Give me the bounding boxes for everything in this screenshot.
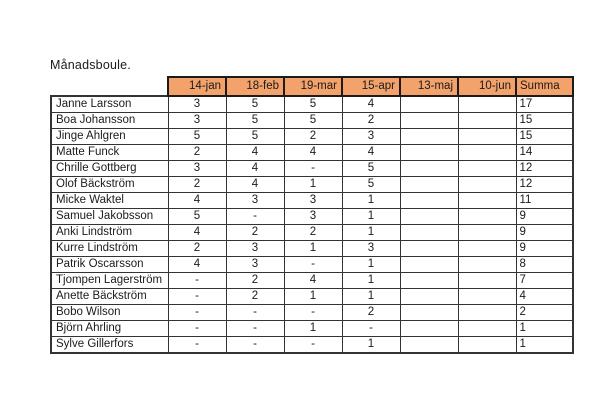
summa-cell: 12 bbox=[516, 161, 573, 177]
score-cell bbox=[458, 321, 516, 337]
summa-cell: 17 bbox=[516, 96, 573, 113]
score-cell bbox=[400, 193, 458, 209]
table-row bbox=[51, 193, 573, 209]
score-cell: - bbox=[168, 289, 226, 305]
table-row bbox=[51, 209, 573, 225]
score-cell bbox=[458, 305, 516, 321]
summa-cell: 8 bbox=[516, 257, 573, 273]
score-cell: 4 bbox=[284, 273, 342, 289]
column-header-10-jun: 10-jun bbox=[458, 77, 516, 96]
score-cell bbox=[458, 113, 516, 129]
score-cell: 2 bbox=[226, 289, 284, 305]
score-cell bbox=[400, 161, 458, 177]
score-cell: 2 bbox=[284, 129, 342, 145]
score-cell bbox=[400, 177, 458, 193]
score-cell bbox=[458, 337, 516, 354]
score-cell: 3 bbox=[226, 241, 284, 257]
player-name: Samuel Jakobsson bbox=[51, 209, 168, 225]
score-cell: 1 bbox=[342, 273, 400, 289]
score-cell: 1 bbox=[342, 209, 400, 225]
table-row bbox=[51, 305, 573, 321]
score-cell: 4 bbox=[226, 161, 284, 177]
score-cell: 5 bbox=[226, 96, 284, 113]
summa-cell: 9 bbox=[516, 241, 573, 257]
score-table bbox=[50, 76, 574, 354]
table-row bbox=[51, 96, 573, 113]
score-cell: 5 bbox=[342, 161, 400, 177]
score-cell bbox=[458, 225, 516, 241]
score-cell: - bbox=[168, 321, 226, 337]
score-cell: 3 bbox=[226, 257, 284, 273]
score-cell: 2 bbox=[226, 273, 284, 289]
score-cell: 2 bbox=[168, 241, 226, 257]
score-cell: 4 bbox=[168, 225, 226, 241]
score-cell: 2 bbox=[226, 225, 284, 241]
score-cell: 4 bbox=[168, 193, 226, 209]
score-cell: 1 bbox=[342, 289, 400, 305]
summa-cell: 9 bbox=[516, 209, 573, 225]
summa-cell: 4 bbox=[516, 289, 573, 305]
player-name: Anette Bäckström bbox=[51, 289, 168, 305]
score-cell: - bbox=[168, 273, 226, 289]
player-name: Micke Waktel bbox=[51, 193, 168, 209]
score-cell bbox=[400, 209, 458, 225]
summa-cell: 1 bbox=[516, 337, 573, 354]
summa-cell: 9 bbox=[516, 225, 573, 241]
player-name: Boa Johansson bbox=[51, 113, 168, 129]
score-cell bbox=[458, 289, 516, 305]
table-row bbox=[51, 113, 573, 129]
score-cell: 1 bbox=[342, 193, 400, 209]
score-cell: - bbox=[226, 321, 284, 337]
player-name: Patrik Oscarsson bbox=[51, 257, 168, 273]
score-cell: 2 bbox=[342, 113, 400, 129]
player-name: Janne Larsson bbox=[51, 96, 168, 113]
page-title: Månadsboule. bbox=[50, 58, 131, 72]
score-cell bbox=[458, 96, 516, 113]
table-row bbox=[51, 145, 573, 161]
score-cell: 3 bbox=[168, 113, 226, 129]
score-cell: 5 bbox=[342, 177, 400, 193]
score-cell: - bbox=[284, 337, 342, 354]
score-cell: 3 bbox=[226, 193, 284, 209]
score-cell: 5 bbox=[226, 113, 284, 129]
score-cell bbox=[400, 321, 458, 337]
score-cell: 1 bbox=[284, 177, 342, 193]
table-row bbox=[51, 129, 573, 145]
header-row bbox=[51, 77, 573, 96]
score-cell: 3 bbox=[284, 193, 342, 209]
score-cell: 1 bbox=[284, 289, 342, 305]
table-row bbox=[51, 289, 573, 305]
score-cell: 5 bbox=[168, 129, 226, 145]
table-row bbox=[51, 273, 573, 289]
score-cell bbox=[400, 273, 458, 289]
score-cell: - bbox=[168, 337, 226, 354]
table-row bbox=[51, 337, 573, 354]
score-cell bbox=[400, 305, 458, 321]
table-row bbox=[51, 257, 573, 273]
score-cell: 5 bbox=[284, 113, 342, 129]
score-cell bbox=[458, 161, 516, 177]
score-cell: 3 bbox=[342, 241, 400, 257]
score-cell bbox=[458, 129, 516, 145]
corner-cell bbox=[51, 77, 168, 96]
summa-cell: 15 bbox=[516, 129, 573, 145]
score-cell bbox=[400, 289, 458, 305]
score-cell: - bbox=[284, 257, 342, 273]
score-cell bbox=[400, 241, 458, 257]
player-name: Bobo Wilson bbox=[51, 305, 168, 321]
table-row bbox=[51, 241, 573, 257]
score-cell: 4 bbox=[342, 145, 400, 161]
score-cell bbox=[458, 257, 516, 273]
score-cell bbox=[400, 96, 458, 113]
summa-cell: 15 bbox=[516, 113, 573, 129]
column-header-19-mar: 19-mar bbox=[284, 77, 342, 96]
score-cell: 1 bbox=[284, 321, 342, 337]
score-cell: 4 bbox=[284, 145, 342, 161]
score-cell: 2 bbox=[342, 305, 400, 321]
score-cell bbox=[458, 273, 516, 289]
table-body bbox=[51, 96, 573, 353]
score-cell bbox=[400, 145, 458, 161]
score-cell: 5 bbox=[168, 209, 226, 225]
table-row bbox=[51, 321, 573, 337]
score-cell: - bbox=[342, 321, 400, 337]
summa-cell: 12 bbox=[516, 177, 573, 193]
score-cell: 3 bbox=[284, 209, 342, 225]
score-cell: 5 bbox=[226, 129, 284, 145]
score-cell: 1 bbox=[284, 241, 342, 257]
player-name: Matte Funck bbox=[51, 145, 168, 161]
score-cell bbox=[400, 257, 458, 273]
score-cell: - bbox=[226, 337, 284, 354]
column-header-summa: Summa bbox=[516, 77, 573, 96]
summa-cell: 2 bbox=[516, 305, 573, 321]
column-header-14-jan: 14-jan bbox=[168, 77, 226, 96]
summa-cell: 11 bbox=[516, 193, 573, 209]
player-name: Björn Ahrling bbox=[51, 321, 168, 337]
summa-cell: 14 bbox=[516, 145, 573, 161]
score-cell: 3 bbox=[342, 129, 400, 145]
table-row bbox=[51, 161, 573, 177]
score-cell: 4 bbox=[226, 145, 284, 161]
score-cell bbox=[458, 209, 516, 225]
score-cell: - bbox=[284, 161, 342, 177]
player-name: Tjompen Lagerström bbox=[51, 273, 168, 289]
summa-cell: 1 bbox=[516, 321, 573, 337]
score-cell: 2 bbox=[168, 145, 226, 161]
score-cell bbox=[400, 113, 458, 129]
player-name: Anki Lindström bbox=[51, 225, 168, 241]
score-cell bbox=[400, 337, 458, 354]
score-cell bbox=[400, 225, 458, 241]
player-name: Sylve Gillerfors bbox=[51, 337, 168, 354]
score-cell: - bbox=[226, 209, 284, 225]
column-header-18-feb: 18-feb bbox=[226, 77, 284, 96]
table-row bbox=[51, 177, 573, 193]
score-cell: 1 bbox=[342, 257, 400, 273]
score-cell: 5 bbox=[284, 96, 342, 113]
column-header-13-maj: 13-maj bbox=[400, 77, 458, 96]
score-cell: 4 bbox=[168, 257, 226, 273]
score-cell bbox=[458, 193, 516, 209]
score-cell: - bbox=[284, 305, 342, 321]
score-cell: 1 bbox=[342, 337, 400, 354]
score-cell: 4 bbox=[342, 96, 400, 113]
column-header-15-apr: 15-apr bbox=[342, 77, 400, 96]
score-cell: 4 bbox=[226, 177, 284, 193]
player-name: Jinge Ahlgren bbox=[51, 129, 168, 145]
player-name: Olof Bäckström bbox=[51, 177, 168, 193]
player-name: Kurre Lindström bbox=[51, 241, 168, 257]
score-cell: 3 bbox=[168, 161, 226, 177]
score-cell: - bbox=[168, 305, 226, 321]
score-cell: 2 bbox=[284, 225, 342, 241]
score-cell: 1 bbox=[342, 225, 400, 241]
score-cell: 3 bbox=[168, 96, 226, 113]
summa-cell: 7 bbox=[516, 273, 573, 289]
table-row bbox=[51, 225, 573, 241]
score-cell bbox=[458, 145, 516, 161]
score-cell: 2 bbox=[168, 177, 226, 193]
score-cell bbox=[458, 241, 516, 257]
score-cell bbox=[458, 177, 516, 193]
score-cell bbox=[400, 129, 458, 145]
score-cell: - bbox=[226, 305, 284, 321]
player-name: Chrille Gottberg bbox=[51, 161, 168, 177]
